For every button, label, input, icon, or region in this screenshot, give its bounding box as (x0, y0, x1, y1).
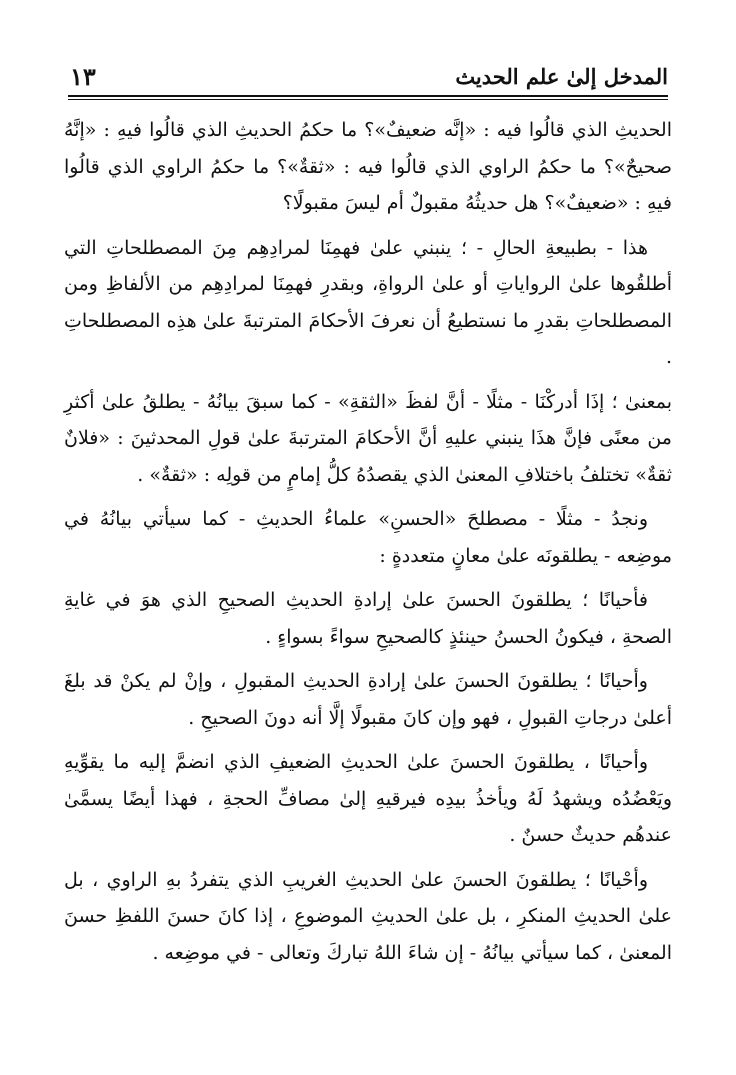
header-rule-thick (68, 95, 668, 97)
paragraph-4: ونجدُ - مثلًا - مصطلحَ «الحسنِ» علماءُ الحديثِ - كما سيأتي بيانُهُ في موضِعه - يطلقونَه علىٰ معانٍ متعددةٍ : (64, 508, 672, 567)
paragraph-7: وأحيانًا ، يطلقونَ الحسنَ علىٰ الحديثِ الضعيفِ الذي انضمَّ إليه ما يقوِّيهِ ويَعْضُدُه ويشهدُ لَهُ ويأخذُ بيدِه فيرقيهِ إلىٰ مصافِّ الحجةِ ، فهذا أيضًا يسمَّىٰ عندهُم حديثٌ حسنٌ . (64, 751, 672, 846)
page-number: ١٣ (70, 62, 96, 91)
paragraph-6: وأحيانًا ؛ يطلقونَ الحسنَ علىٰ إرادةِ الحديثِ المقبولِ ، وإنْ لم يكنْ قد بلغَ أعلىٰ درجاتِ القبولِ ، فهو وإن كانَ مقبولًا إلَّا أنه دونَ الصحيحِ . (64, 670, 672, 729)
running-header (68, 62, 668, 96)
paragraph-5: فأحيانًا ؛ يطلقونَ الحسنَ علىٰ إرادةِ الحديثِ الصحيحِ الذي هوَ في غايةِ الصحةِ ، فيكونُ الحسنُ حينئذٍ كالصحيحِ سواءً بسواءٍ . (64, 589, 672, 648)
page-body (64, 112, 672, 971)
paragraph-8: وأحْيانًا ؛ يطلقونَ الحسنَ علىٰ الحديثِ الغريبِ الذي يتفردُ بهِ الراوي ، بل علىٰ الحديثِ المنكرِ ، بل علىٰ الحديثِ الموضوعِ ، إذا كانَ حسنَ اللفظِ حسنَ المعنىٰ ، كما سيأتي بيانُهُ - إن شاءَ اللهُ تباركَ وتعالى - في موضِعه . (64, 868, 672, 964)
header-title: المدخل إلىٰ علم الحديث (455, 64, 668, 89)
header-rule-thin (68, 99, 668, 100)
paragraph-3: بمعنىٰ ؛ إذَا أدركْنَا - مثلًا - أنَّ لفظَ «الثقةِ» - كما سبقَ بيانُهُ - يطلقُ علىٰ أكثرِ من معنًى فإنَّ هذَا ينبني عليهِ أنَّ الأحكامَ المترتبةَ علىٰ قولِ المحدثينَ : «فلانٌ ثقةٌ» تختلفُ باختلافِ المعنىٰ الذي يقصدُهُ كلُّ إمامٍ من قولِه : «ثقةٌ» . (64, 390, 672, 486)
paragraph-2: هذا - بطبيعةِ الحالِ - ؛ ينبني علىٰ فهمِنَا لمرادِهِم مِنَ المصطلحاتِ التي أطلقُوها علىٰ الرواياتِ أو علىٰ الرواةِ، وبقدرِ فهمِنَا لمرادِهِم من الألفاظِ ومن المصطلحاتِ بقدرِ ما نستطيعُ أن نعرفَ الأحكامَ المترتبةَ علىٰ هذِه المصطلحاتِ . (64, 236, 672, 368)
paragraph-1: الحديثِ الذي قالُوا فيه : «إنَّه ضعيفٌ»؟ ما حكمُ الحديثِ الذي قالُوا فيهِ : «إنَّهُ صحيحٌ»؟ ما حكمُ الراوي الذي قالُوا فيه : «ثقةٌ»؟ ما حكمُ الراوي الذي قالُوا فيهِ : «ضعيفٌ»؟ هل حديثُهُ مقبولٌ أم ليسَ مقبولًا؟ (64, 119, 672, 214)
